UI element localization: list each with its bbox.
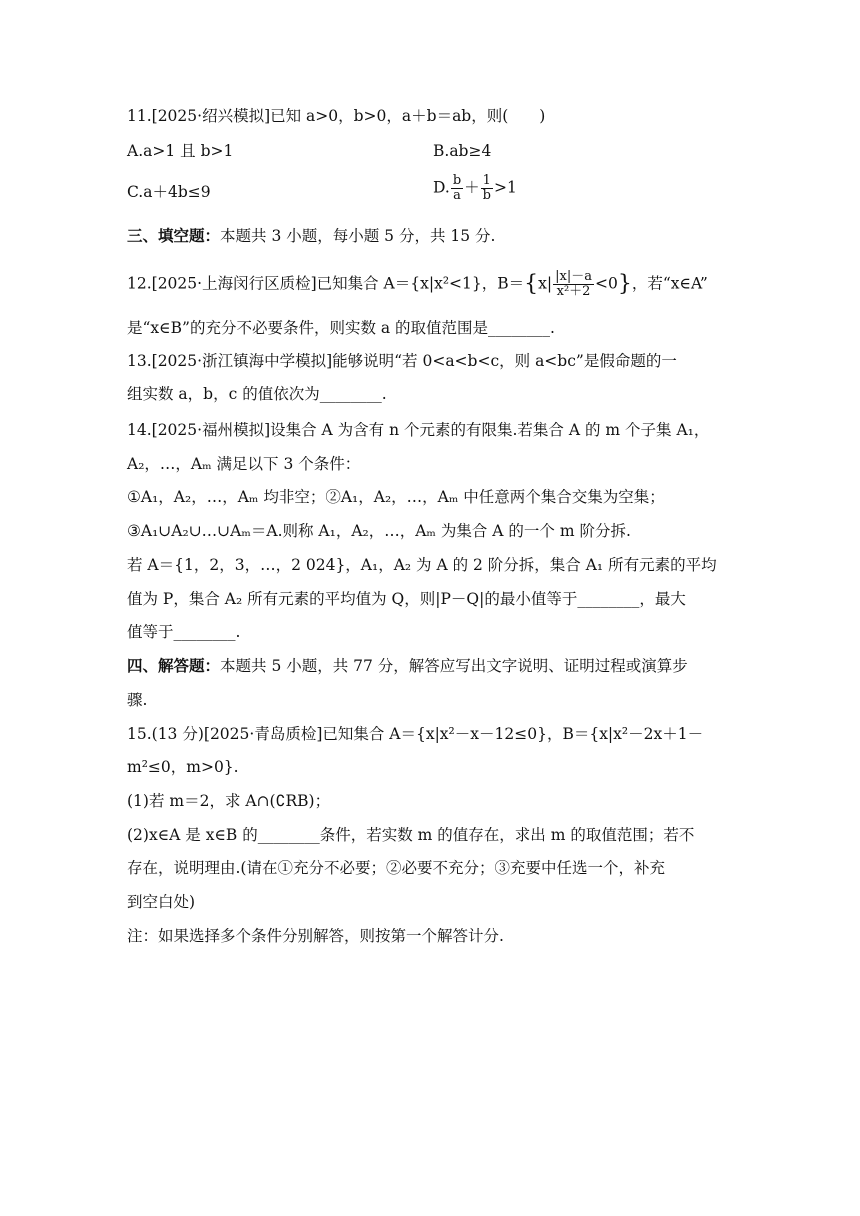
q14-line5: 若 A＝{1，2，3，…，2 024}，A₁，A₂ 为 A 的 2 阶分拆，集合 A₁ 所有元素的平均 <box>127 556 717 574</box>
q11-option-a: A.a>1 且 b>1 <box>127 142 234 160</box>
set-a-expression: {x|x²<1} <box>410 274 482 293</box>
q15-part1: (1)若 m＝2，求 A∩(∁RB)； <box>127 792 331 810</box>
q13-line2: 组实数 a，b，c 的值依次为________. <box>127 385 387 403</box>
section-3-title: 三、填空题： <box>127 226 221 245</box>
fraction-b-over-a: $\frac{b}{a}$ <box>452 173 462 203</box>
q15-part2-line1: (2)x∈A 是 x∈B 的________条件，若实数 m 的值存在，求出 m 的取值范围；若不 <box>127 826 695 844</box>
section-4-title: 四、解答题： <box>127 656 221 675</box>
q11-option-b: B.ab≥4 <box>433 142 492 160</box>
q11-option-c: C.a＋4b≤9 <box>127 183 211 201</box>
q15-part2-line3: 到空白处) <box>127 893 196 911</box>
q11-options-row2 <box>127 173 737 204</box>
q14-line2: A₂，…，Aₘ 满足以下 3 个条件： <box>127 455 361 473</box>
q14-line7: 值等于________. <box>127 623 241 641</box>
set-b-fraction: $\frac{|x|-a}{\text{x²＋2}}$ <box>555 269 592 299</box>
q12-line1: 12.[2025·上海闵行区质检]已知集合 A＝{x|x²<1}，B＝{x| $\frac{|x|-a}{\text{x²＋2}}$ <0}，若“x∈A” <box>127 269 708 299</box>
q15-line1: 15.(13 分)[2025·青岛质检]已知集合 A＝{x|x²－x－12≤0}，B＝{x|x²－2x＋1－ <box>127 725 704 743</box>
q15-line2: m²≤0，m>0}. <box>127 758 239 776</box>
note: 注：如果选择多个条件分别解答，则按第一个解答计分. <box>127 927 504 945</box>
section-4-desc: 本题共 5 小题，共 77 分，解答应写出文字说明、证明过程或演算步 <box>220 657 688 675</box>
q13-line1: 13.[2025·浙江镇海中学模拟]能够说明“若 0<a<b<c，则 a<bc”是假命题的一 <box>127 352 677 370</box>
q11-stem: 11.[2025·绍兴模拟]已知 a>0，b>0，a＋b＝ab，则( ) <box>127 107 546 125</box>
section-3-desc: 本题共 3 小题，每小题 5 分，共 15 分. <box>220 227 496 245</box>
fraction-1-over-b: $\frac{1}{b}$ <box>482 173 491 203</box>
q14-line3: ①A₁，A₂，…，Aₘ 均非空；②A₁，A₂，…，Aₘ 中任意两个集合交集为空集； <box>127 488 665 506</box>
left-brace: { <box>524 271 539 297</box>
section-4-heading <box>127 654 737 678</box>
q11-option-d: D. $\frac{b}{a}$ ＋ $\frac{1}{b}$ >1 <box>433 173 517 203</box>
q12-line2: 是“x∈B”的充分不必要条件，则实数 a 的取值范围是________. <box>127 319 555 337</box>
section-3-heading <box>127 224 737 248</box>
q15-part2-line2: 存在，说明理由.(请在①充分不必要；②必要不充分；③充要中任选一个，补充 <box>127 859 665 877</box>
q14-line4: ③A₁∪A₂∪…∪Aₘ＝A.则称 A₁，A₂，…，Aₘ 为集合 A 的一个 m 阶分拆. <box>127 522 631 540</box>
section-4-desc-cont: 骤. <box>127 691 148 709</box>
right-brace: } <box>617 271 632 297</box>
q11-options-row1 <box>127 139 737 163</box>
q14-line1: 14.[2025·福州模拟]设集合 A 为含有 n 个元素的有限集.若集合 A 的 m 个子集 A₁， <box>127 421 710 439</box>
q14-line6: 值为 P，集合 A₂ 所有元素的平均值为 Q，则|P－Q|的最小值等于________，最大 <box>127 590 686 608</box>
